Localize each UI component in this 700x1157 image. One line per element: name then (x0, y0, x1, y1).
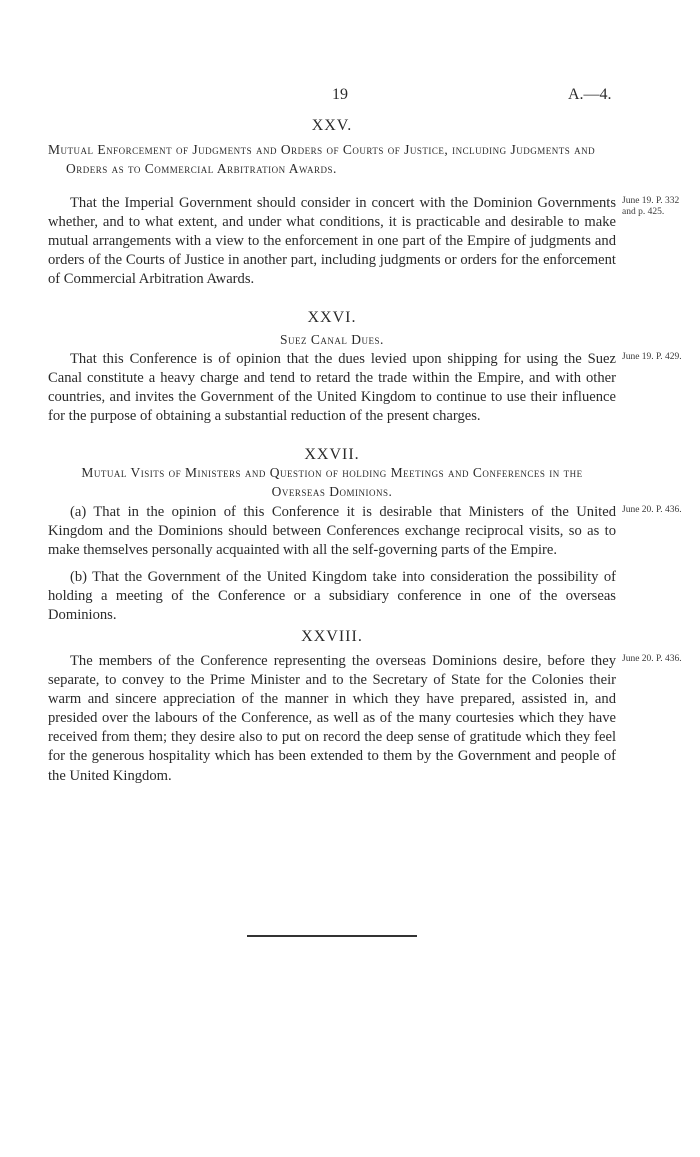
section-paragraph-xxviii: The members of the Conference representing the overseas Dominions desire, before they separate, to convey to the Prime Minister and to the Secretary of State for the Colonies their warm and sincere appreciation of the manner in which they have prepared, assisted in, and presided over the labours of the Conference, as well as of the many courtesies which they have received from them; they desire also to put on record the deep sense of gratitude which they feel for the generous hospitality which has been extended to them by the Government and people of the United Kingdom. (48, 653, 616, 784)
page-number: 19 (332, 86, 348, 103)
section-heading-xxv: Mutual Enforcement of Judgments and Orders of Courts of Justice, including Judgments and Orders as to Commercial Arbitration Awards. (48, 142, 596, 176)
section-paragraph-xxv: That the Imperial Government should consider in concert with the Dominion Governments whether, and to what extent, and under what conditions, it is practicable and desirable to make mutual arrangements with a view to the enforcement in one part of the Empire of judgments and orders of the Courts of Justice in another part, including judgments or orders for the enforcement of Commercial Arbitration Awards. (48, 195, 616, 288)
margin-note-xxvii: June 20. P. 436. (622, 505, 682, 515)
margin-note-xxv: June 19. P. 332 and p. 425. (622, 196, 680, 217)
section-paragraph-xxvii-a: (a) That in the opinion of this Conference it is desirable that Ministers of the United Kingdom and the Dominions should between Conferences exchange reciprocal visits, so as to make themselves personally acquainted with all the self-governing parts of the Empire. (48, 504, 616, 559)
section-heading-xxvii: Mutual Visits of Ministers and Question of holding Meetings and Conferences in the Overseas Dominions. (81, 465, 583, 499)
section-numeral-xxvi: XXVI. (307, 309, 357, 326)
section-numeral-xxviii: XXVIII. (301, 628, 363, 645)
document-code: A.—4. (568, 86, 612, 103)
section-numeral-xxvii: XXVII. (304, 446, 360, 463)
section-paragraph-xxvi: That this Conference is of opinion that the dues levied upon shipping for using the Suez Canal constitute a heavy charge and tend to retard the trade within the Empire, and with other countries, and invites the Government of the United Kingdom to continue to use their influence for the purpose of obtaining a substantial reduction of the present charges. (48, 351, 616, 425)
section-heading-xxvi: Suez Canal Dues. (280, 332, 384, 347)
section-numeral-xxv: XXV. (311, 117, 353, 134)
section-paragraph-xxvii-b: (b) That the Government of the United Kingdom take into consideration the possibility of holding a meeting of the Conference or a subsidiary conference in one of the overseas Dominions. (48, 569, 616, 624)
margin-note-xxviii: June 20. P. 436. (622, 654, 682, 664)
closing-rule (247, 935, 417, 937)
margin-note-xxvi: June 19. P. 429. (622, 352, 682, 362)
